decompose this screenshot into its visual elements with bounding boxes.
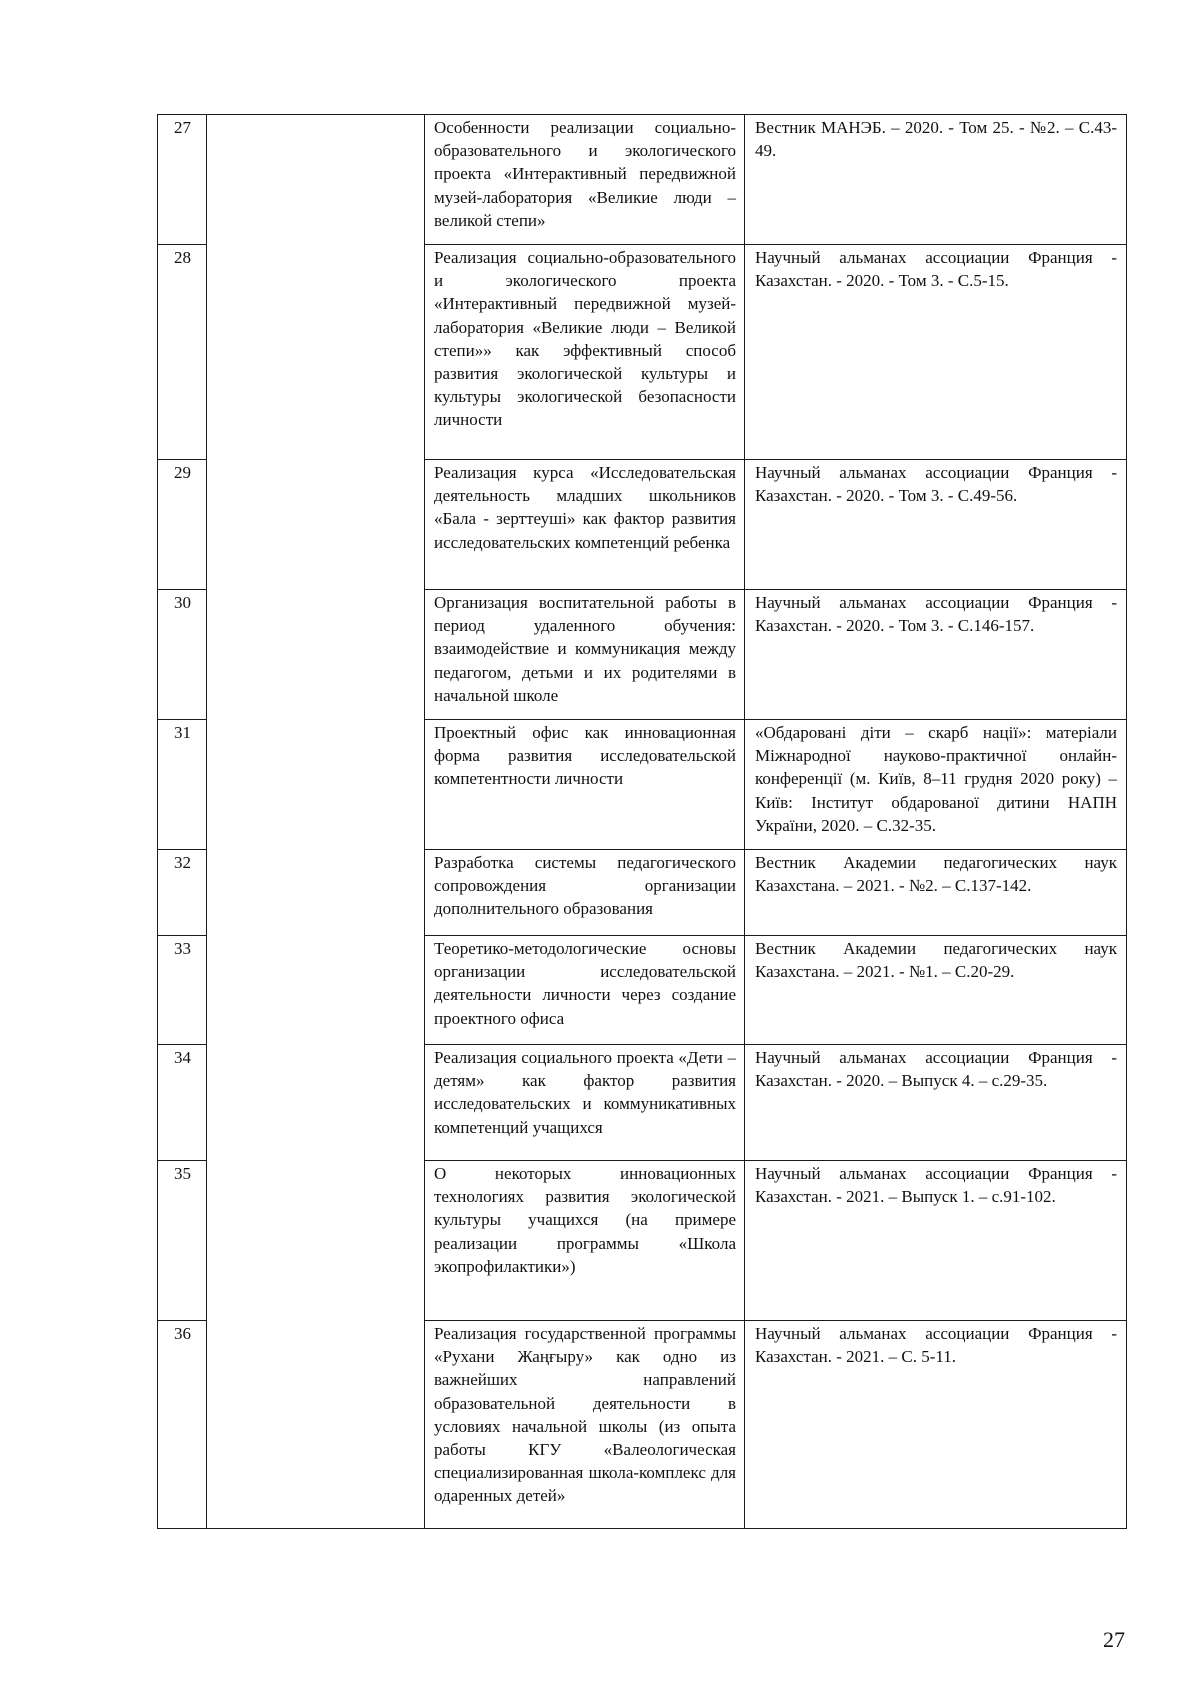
publication-source: «Обдаровані діти – скарб нації»: матеріали Міжнародної науково-практичної онлайн-конференції (м. Київ, 8–11 грудня 2020 року) – Київ: Інститут обдарованої дитини НАПН України, 2020. – С.32-35. — [745, 720, 1127, 850]
publication-source: Вестник МАНЭБ. – 2020. - Том 25. - №2. – С.43-49. — [745, 115, 1127, 245]
row-number: 36 — [158, 1321, 207, 1529]
publication-title: Особенности реализации социально-образовательного и экологического проекта «Интерактивный передвижной музей-лаборатория «Великие люди – великой степи» — [425, 115, 745, 245]
publication-source: Научный альманах ассоциации Франция - Казахстан. - 2020. - Том 3. - С.146-157. — [745, 590, 1127, 720]
publication-title: Разработка системы педагогического сопровождения организации дополнительного образования — [425, 850, 745, 936]
publication-title: Теоретико-методологические основы организации исследовательской деятельности личности через создание проектного офиса — [425, 936, 745, 1045]
publication-source: Научный альманах ассоциации Франция - Казахстан. - 2020. - Том 3. - С.5-15. — [745, 245, 1127, 460]
author-cell — [207, 115, 425, 1529]
publication-title: Проектный офис как инновационная форма развития исследовательской компетентности личности — [425, 720, 745, 850]
publication-source: Научный альманах ассоциации Франция - Казахстан. - 2020. – Выпуск 4. – с.29-35. — [745, 1045, 1127, 1161]
row-number: 31 — [158, 720, 207, 850]
publication-source: Вестник Академии педагогических наук Казахстана. – 2021. - №2. – С.137-142. — [745, 850, 1127, 936]
publication-source: Вестник Академии педагогических наук Казахстана. – 2021. - №1. – С.20-29. — [745, 936, 1127, 1045]
table-row — [158, 115, 1127, 245]
publications-table — [157, 114, 1127, 1529]
publication-source: Научный альманах ассоциации Франция - Казахстан. - 2021. – С. 5-11. — [745, 1321, 1127, 1529]
row-number: 30 — [158, 590, 207, 720]
publication-title: О некоторых инновационных технологиях развития экологической культуры учащихся (на примере реализации программы «Школа экопрофилактики») — [425, 1161, 745, 1321]
publication-title: Реализация социально-образовательного и экологического проекта «Интерактивный передвижной музей-лаборатория «Великие люди – Великой степи»» как эффективный способ развития экологической культуры и культуры экологической безопасности личности — [425, 245, 745, 460]
row-number: 34 — [158, 1045, 207, 1161]
row-number: 32 — [158, 850, 207, 936]
row-number: 29 — [158, 460, 207, 590]
publication-title: Реализация социального проекта «Дети – детям» как фактор развития исследовательских и коммуникативных компетенций учащихся — [425, 1045, 745, 1161]
row-number: 35 — [158, 1161, 207, 1321]
publication-source: Научный альманах ассоциации Франция - Казахстан. - 2020. - Том 3. - С.49-56. — [745, 460, 1127, 590]
publication-title: Реализация государственной программы «Рухани Жаңғыру» как одно из важнейших направлений образовательной деятельности в условиях начальной школы (из опыта работы КГУ «Валеологическая специализированная школа-комплекс для одаренных детей» — [425, 1321, 745, 1529]
row-number: 33 — [158, 936, 207, 1045]
publication-title: Организация воспитательной работы в период удаленного обучения: взаимодействие и коммуникация между педагогом, детьми и их родителями в начальной школе — [425, 590, 745, 720]
page-number: 27 — [1103, 1627, 1125, 1652]
publication-source: Научный альманах ассоциации Франция - Казахстан. - 2021. – Выпуск 1. – с.91-102. — [745, 1161, 1127, 1321]
row-number: 28 — [158, 245, 207, 460]
row-number: 27 — [158, 115, 207, 245]
publication-title: Реализация курса «Исследовательская деятельность младших школьников «Бала - зерттеуші» как фактор развития исследовательских компетенций ребенка — [425, 460, 745, 590]
